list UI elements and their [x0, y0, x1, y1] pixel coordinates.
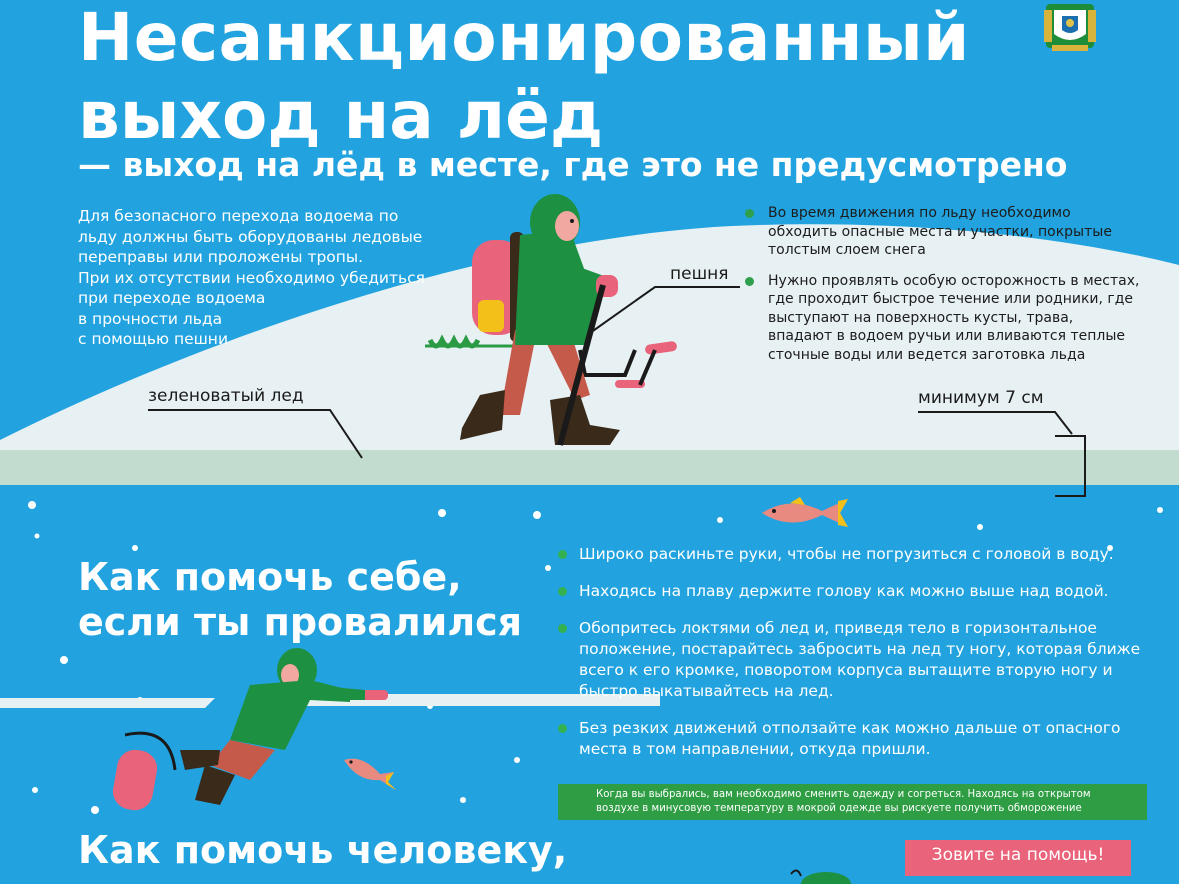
self-help-heading-line2: если ты провалился: [78, 600, 523, 644]
call-for-help-banner: Зовите на помощь!: [905, 840, 1131, 876]
intro-line: При их отсутствии необходимо убедиться: [78, 268, 425, 287]
self-help-heading: [78, 555, 522, 645]
minimum-thickness-label: минимум 7 см: [918, 388, 1044, 408]
intro-line: с помощью пешни: [78, 330, 229, 348]
intro-line: при переходе водоема: [78, 289, 266, 307]
intro-line: переправы или проложены тропы.: [78, 248, 364, 266]
list-item: [745, 204, 1140, 260]
bullet-dot: [558, 724, 567, 733]
list-item: [558, 544, 1148, 565]
intro-line: льду должны быть оборудованы ледовые: [78, 227, 423, 246]
backpack-icon: [110, 733, 175, 813]
warning-note-line2: воздухе в минусовую температуру в мокрой одежде вы рискуете получить обморожение: [596, 803, 1082, 814]
self-help-list: [558, 544, 1148, 776]
intro-line: Для безопасного перехода водоема по: [78, 207, 399, 225]
list-item: [558, 718, 1148, 760]
warning-note-line1: Когда вы выбрались, вам необходимо сменить одежду и согреться. Находясь на открытом: [596, 789, 1091, 800]
hiker-icon: [420, 190, 690, 455]
list-item-text: Нужно проявлять особую осторожность в местах, где проходит быстрое течение или родники, где выступают на поверхность кусты, трава, впадают в водоем ручьи или вливаются теплые сточные воды или ведется заготовка льда: [768, 272, 1140, 363]
list-item-text: Находясь на плаву держите голову как можно выше над водой.: [579, 582, 1109, 600]
list-item: [558, 618, 1148, 702]
intro-text: [78, 206, 458, 350]
list-item-text: Обопритесь локтями об лед и, приведя тело в горизонтальное положение, постарайтесь забросить на лед ту ногу, которая ближе всего к его кромке, поворотом корпуса вытащите вторую ногу и быстро выкатывайтесь на лед.: [579, 619, 1141, 700]
ice-safety-list: [745, 204, 1140, 376]
page-title-line1: Несанкционированный: [78, 0, 970, 76]
list-item: [745, 272, 1140, 365]
intro-line: в прочности льда: [78, 309, 223, 328]
bullet-dot: [558, 624, 567, 633]
page-subtitle: — выход на лёд в месте, где это не предусмотрено: [78, 145, 1068, 184]
list-item-text: Без резких движений отползайте как можно дальше от опасного места в том направлении, откуда пришли.: [579, 719, 1121, 758]
rescuer-partial: [786, 866, 866, 884]
warning-note: [558, 784, 1147, 820]
self-help-heading-line1: Как помочь себе,: [78, 555, 462, 599]
bullet-dot: [558, 550, 567, 559]
fish-icon: [760, 495, 850, 531]
pick-label: пешня: [670, 264, 729, 284]
list-item: [558, 581, 1148, 602]
fish-icon: [340, 752, 398, 792]
bullet-dot: [558, 587, 567, 596]
bullet-dot: [745, 209, 754, 218]
coat-of-arms-icon: [1040, 2, 1100, 54]
list-item-text: Во время движения по льду необходимо обходить опасные места и участки, покрытые толстым слоем снега: [768, 205, 1112, 258]
bullet-dot: [745, 277, 754, 286]
page-title-line2: выход на лёд: [78, 77, 604, 154]
list-item-text: Широко раскиньте руки, чтобы не погрузиться с головой в воду.: [579, 545, 1114, 563]
help-other-heading: Как помочь человеку,: [78, 828, 568, 872]
green-ice-label: зеленоватый лед: [148, 386, 304, 406]
